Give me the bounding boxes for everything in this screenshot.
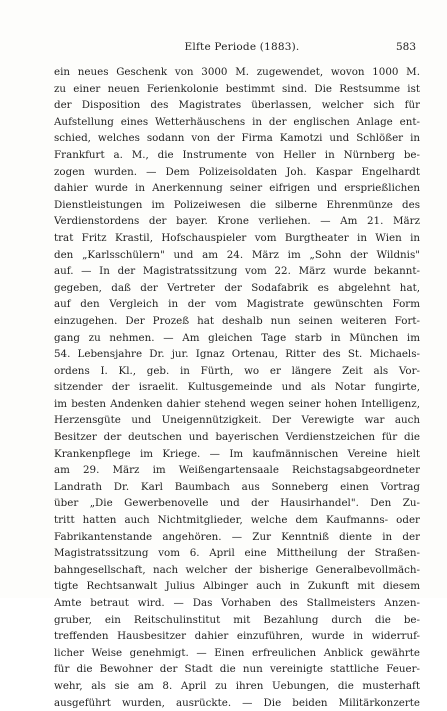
- text-line: trat Fritz Krastil, Hofschauspieler vom Burgtheater in Wien in: [54, 231, 420, 244]
- text-line: Besitzer der deutschen und bayerischen Verdienstzeichen für die: [54, 431, 420, 444]
- text-line: tritt hatten auch Nichtmitglieder, welche dem Kaufmanns- oder: [54, 514, 420, 527]
- text-line: Fabrikantenstande angehören. — Zur Kenntniß diente in der: [54, 530, 420, 543]
- text-line: einzugehen. Der Prozeß hat deshalb nun seinen weiteren Fort-: [54, 314, 420, 327]
- text-line: auf den Vergleich in der vom Magistrate gewünschten Form: [54, 298, 420, 311]
- text-line: ausgeführt wurden, ausrückte. — Die beiden Militärkonzerte: [54, 696, 420, 709]
- text-line: licher Weise genehmigt. — Einen erfreulichen Anblick gewährte: [54, 646, 420, 659]
- text-line: Aufstellung eines Wetterhäuschens in der englischen Anlage ent-: [54, 115, 420, 128]
- text-line: Frankfurt a. M., die Instrumente von Heller in Nürnberg be-: [54, 148, 420, 161]
- text-line: Herzensgüte und Uneigennützigkeit. Der Verewigte war auch: [54, 414, 420, 427]
- text-line: den „Karlsschülern" und am 24. März im „Sohn der Wildnis": [54, 248, 420, 261]
- text-line: gegeben, daß der Vertreter der Sodafabrik es abgelehnt hat,: [54, 281, 420, 294]
- text-line: schied, welches sodann von der Firma Kamotzi und Schlößer in: [54, 132, 420, 145]
- text-line: im besten Andenken dahier stehend wegen seiner hohen Intelligenz,: [54, 397, 420, 410]
- text-line: Landrath Dr. Karl Baumbach aus Sonneberg einen Vortrag: [54, 480, 420, 493]
- text-line: wehr, als sie am 8. April zu ihren Uebungen, die musterhaft: [54, 679, 420, 692]
- text-line: am 29. März im Weißengartensaale Reichstagsabgeordneter: [54, 464, 420, 477]
- running-title: Elfte Periode (1883).: [184, 41, 300, 53]
- text-line: über „Die Gewerbenovelle und der Hausirhandel". Den Zu-: [54, 497, 420, 510]
- body-text: [54, 64, 420, 711]
- text-line: gang zu nehmen. — Am gleichen Tage starb in München im: [54, 331, 420, 344]
- text-line: ordens I. Kl., geb. in Fürth, wo er längere Zeit als Vor-: [54, 364, 420, 377]
- text-line: Verdienstordens der bayer. Krone verliehen. — Am 21. März: [54, 215, 420, 228]
- text-line: Amte betraut wird. — Das Vorhaben des Stallmeisters Anzen-: [54, 597, 420, 609]
- text-line: Dienstleistungen im Polizeiwesen die silberne Ehrenmünze des: [54, 198, 420, 211]
- text-line: zogen wurden. — Dem Polizeisoldaten Joh. Kaspar Engelhardt: [54, 165, 420, 178]
- running-header: [54, 41, 430, 55]
- text-line: auf. — In der Magistratssitzung vom 22. März wurde bekannt-: [54, 265, 420, 278]
- page-number: 583: [395, 41, 416, 53]
- text-line: dahier wurde in Anerkennung seiner eifrigen und ersprießlichen: [54, 182, 420, 195]
- text-line: Magistratssitzung vom 6. April eine Mittheilung der Straßen-: [54, 547, 420, 560]
- text-line: der Disposition des Magistrates überlassen, welcher sich für: [54, 99, 420, 112]
- text-line: treffenden Hausbesitzer dahier einzuführen, wurde in widerruf-: [54, 630, 420, 643]
- text-line: sitzender der israelit. Kultusgemeinde und als Notar fungirte,: [54, 381, 420, 394]
- text-line: tigte Rechtsanwalt Julius Albinger auch in Zukunft mit diesem: [54, 580, 420, 593]
- text-line: 54. Lebensjahre Dr. jur. Ignaz Ortenau, Ritter des St. Michaels-: [54, 348, 420, 361]
- text-line: bahngesellschaft, nach welcher der bisherige Generalbevollmäch-: [54, 563, 420, 576]
- text-line: Krankenpflege im Kriege. — Im kaufmännischen Vereine hielt: [54, 447, 420, 460]
- text-line: für die Bewohner der Stadt die nun vereinigte stattliche Feuer-: [54, 663, 420, 676]
- text-line: zu einer neuen Ferienkolonie bestimmt sind. Die Restsumme ist: [54, 82, 420, 95]
- text-line: gruber, ein Reitschulinstitut mit Bezahlung durch die be-: [54, 613, 420, 626]
- text-line: ein neues Geschenk von 3000 M. zugewendet, wovon 1000 M.: [54, 66, 420, 78]
